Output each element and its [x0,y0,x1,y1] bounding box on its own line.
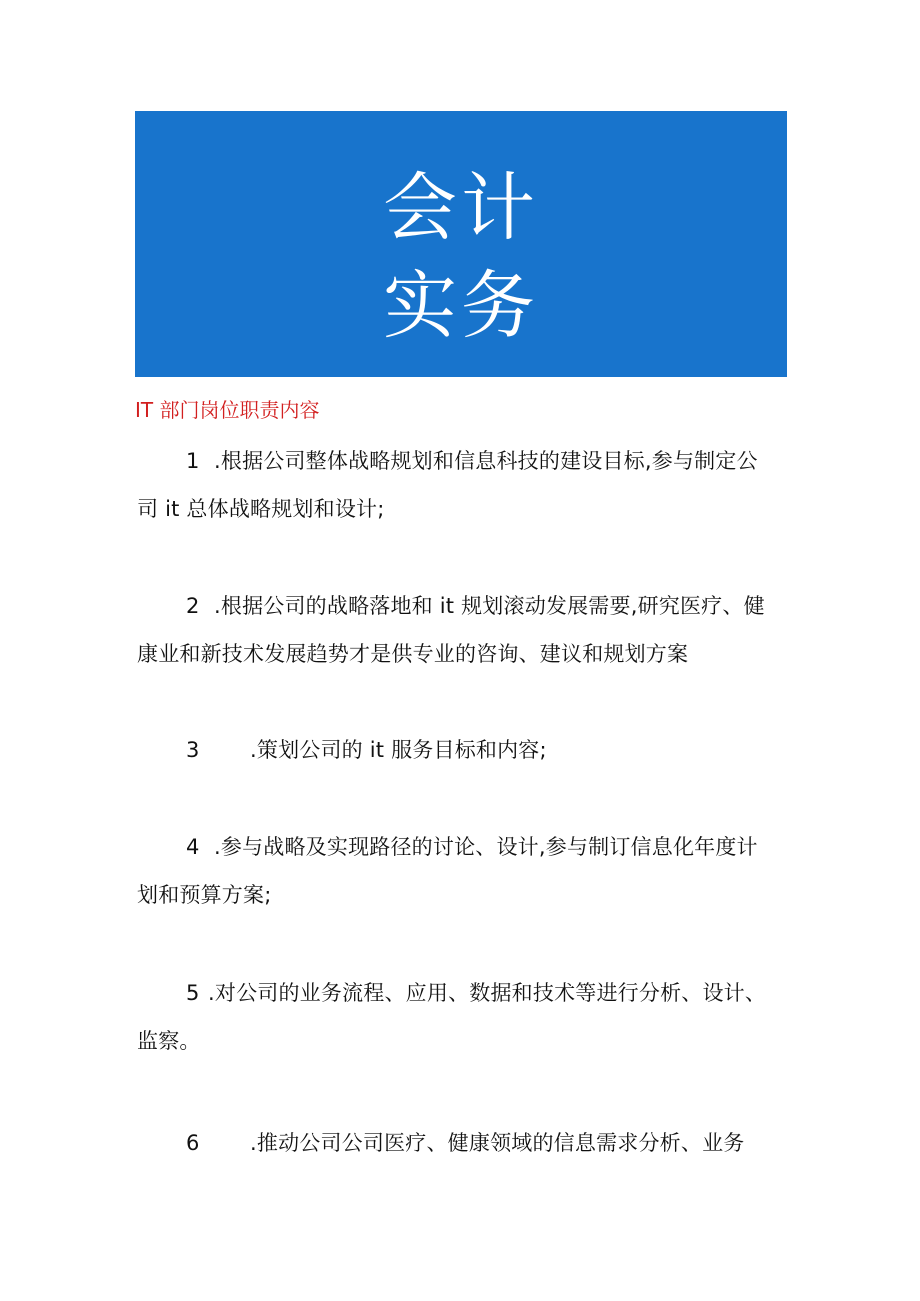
item-number: 6 [186,1131,200,1155]
title-banner [135,111,787,377]
list-item-6 [137,1119,787,1167]
item-number: 3 [186,738,200,762]
section-heading: IT 部门岗位职责内容 [135,398,320,422]
list-item-3 [137,726,787,774]
item-text: .参与战略及实现路径的讨论、设计,参与制订信息化年度计 [214,835,758,859]
list-item-5 [137,969,787,1065]
item-text: .推动公司公司医疗、健康领域的信息需求分析、业务 [250,1131,745,1155]
item-text-continued: 划和预算方案; [137,883,272,907]
banner-title-line-2: 实务 [383,263,539,349]
item-text: .根据公司整体战略规划和信息科技的建设目标,参与制定公 [214,449,758,473]
banner-title-line-1: 会计 [383,165,539,251]
item-text: .根据公司的战略落地和 it 规划滚动发展需要,研究医疗、健 [214,594,765,618]
item-number: 1 [186,449,200,473]
list-item-4 [137,823,787,919]
item-number: 2 [186,594,200,618]
list-item-2 [137,582,787,678]
item-text-continued: 康业和新技术发展趋势才是供专业的咨询、建议和规划方案 [137,642,689,666]
list-item-1 [137,437,787,533]
item-text: .对公司的业务流程、应用、数据和技术等进行分析、设计、 [208,981,767,1005]
item-number: 5 [186,981,200,1005]
item-text-continued: 监察。 [137,1029,201,1053]
item-number: 4 [186,835,200,859]
item-text: .策划公司的 it 服务目标和内容; [250,738,547,762]
item-text-continued: 司 it 总体战略规划和设计; [137,497,385,521]
